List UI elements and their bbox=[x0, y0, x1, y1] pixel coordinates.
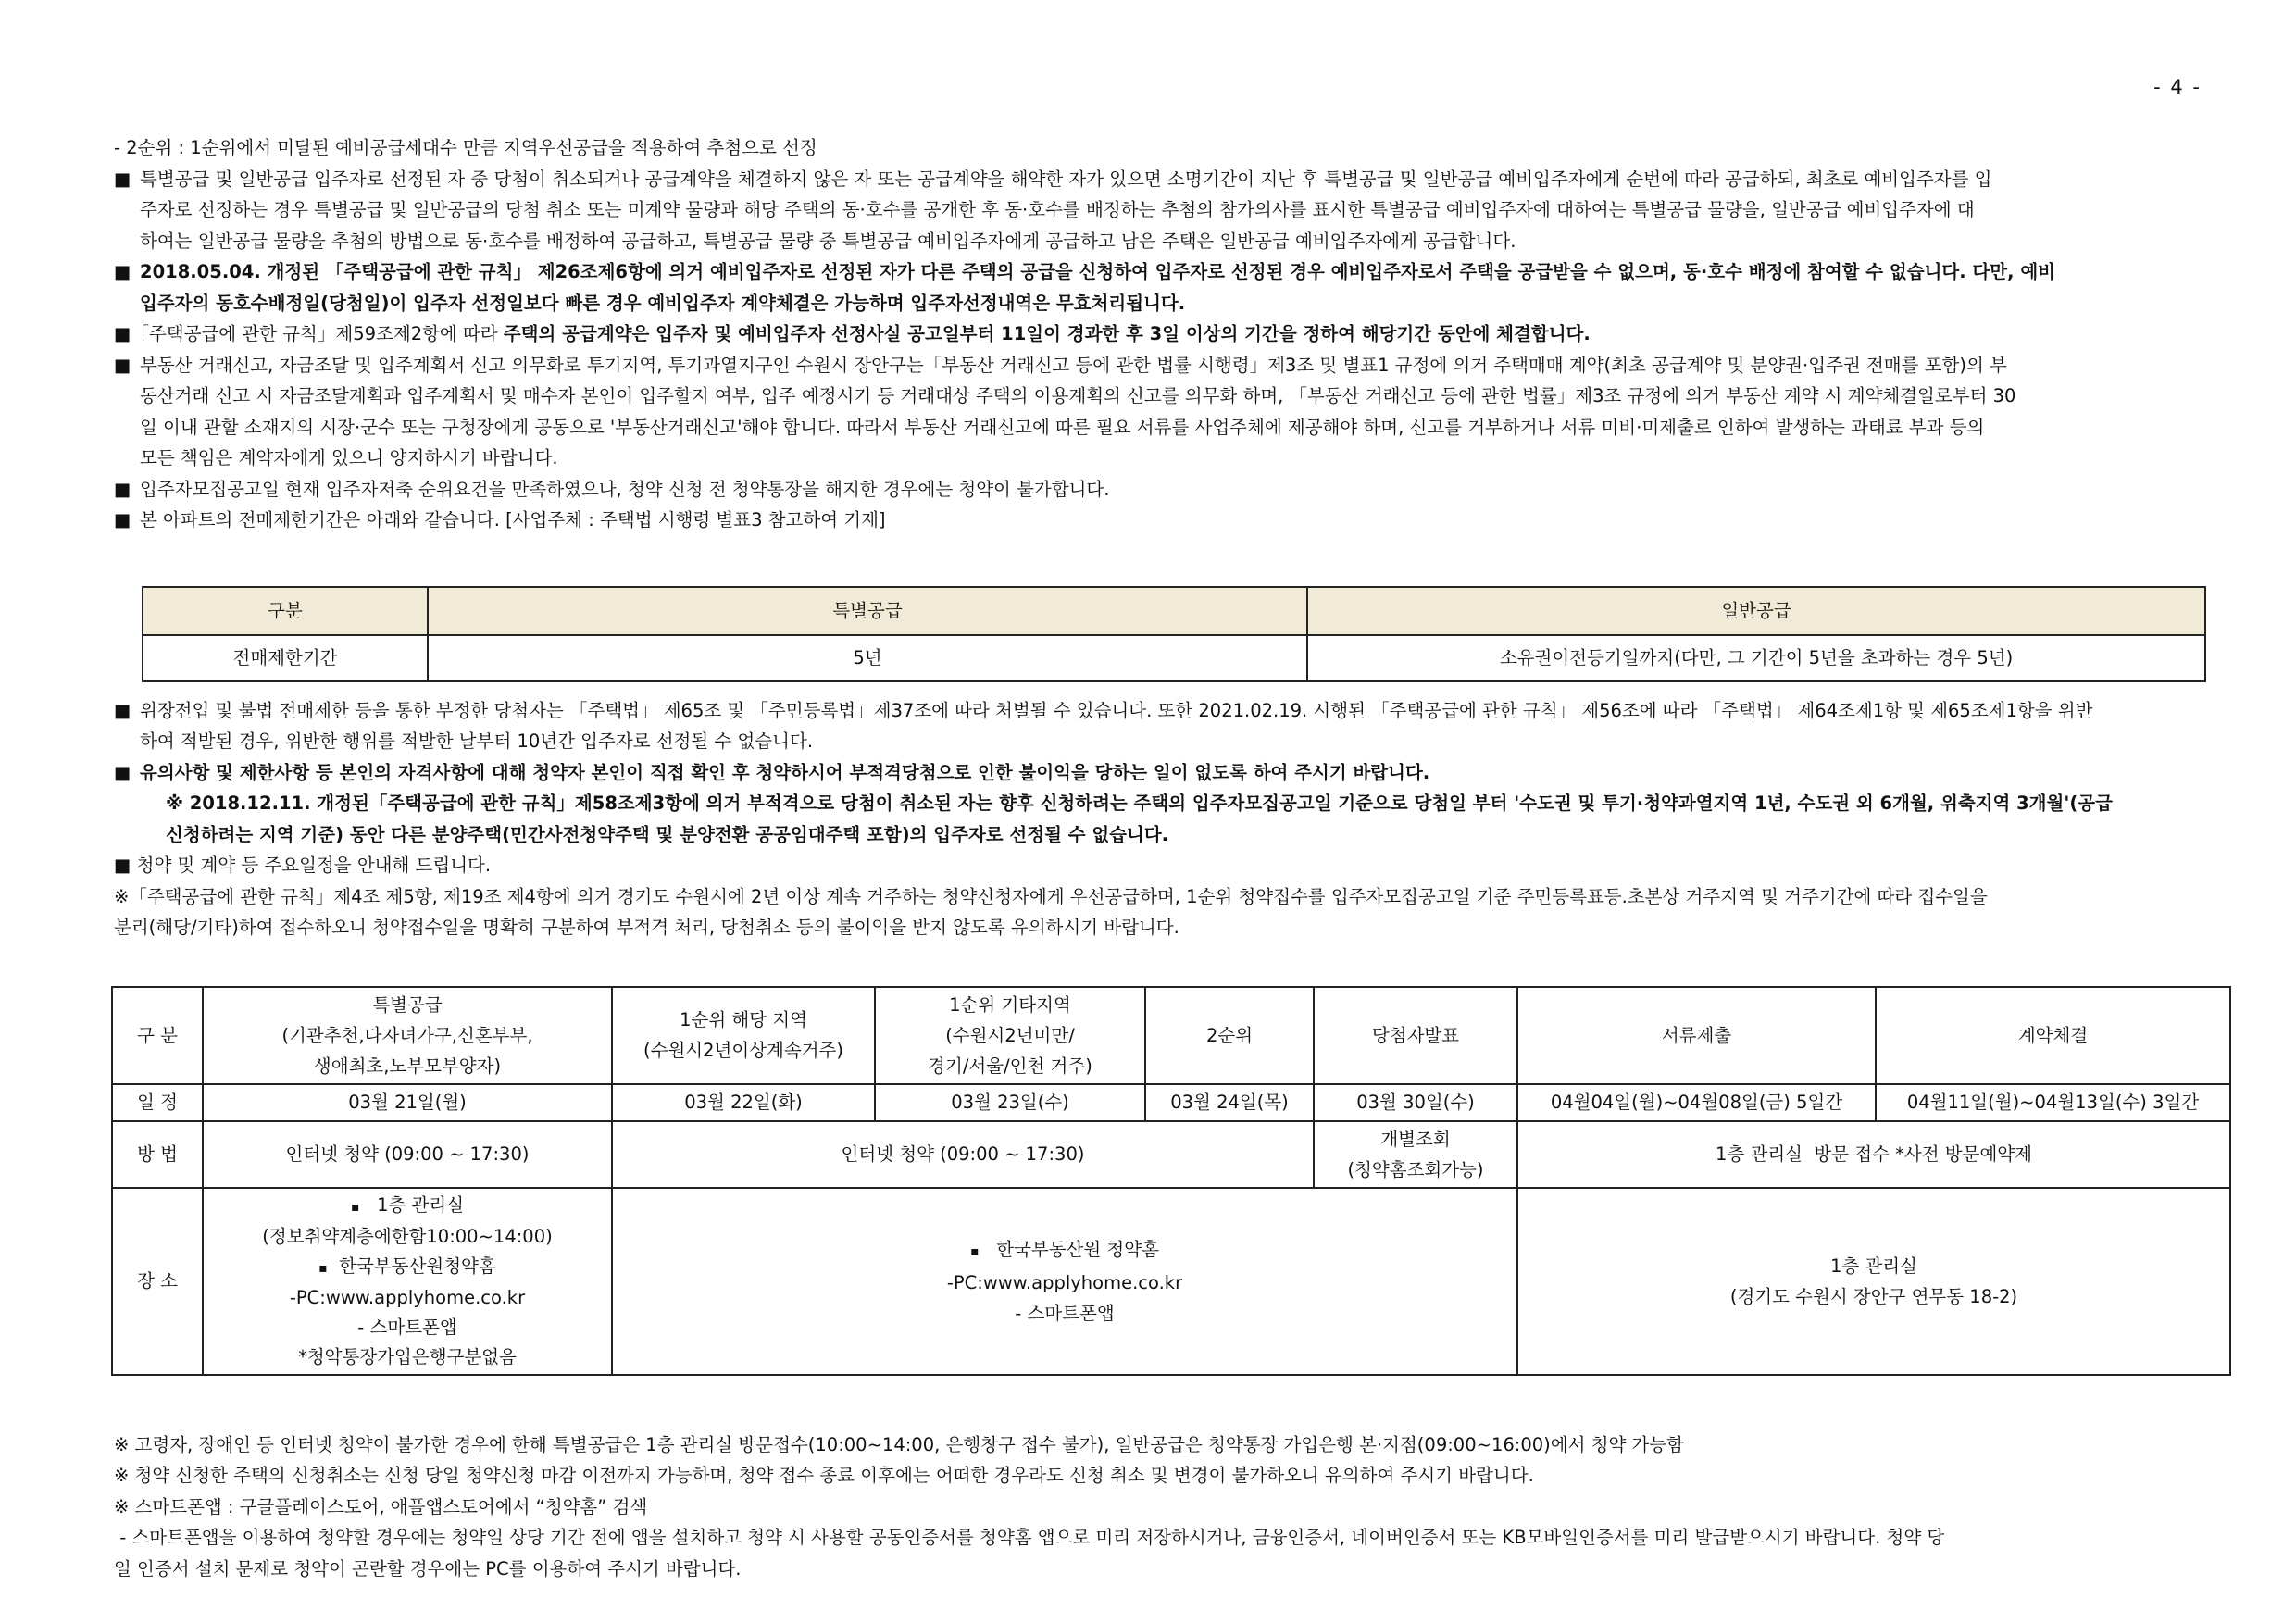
bullet-savings-requirement bbox=[114, 474, 2188, 506]
cell-line: 특별공급 bbox=[372, 993, 443, 1016]
bullet-resale-restriction bbox=[114, 505, 2188, 536]
table-cell bbox=[1314, 1121, 1517, 1188]
bullet-rule-2018-05 bbox=[114, 256, 2188, 318]
note-line: ※ 고령자, 장애인 등 인터넷 청약이 불가한 경우에 한해 특별공급은 1층 관리실 방문접수(10:00~14:00, 은행창구 접수 불가), 일반공급은 청약통장 가입은행 본·지점(09:00~16:00)에서 청약 가능함 bbox=[114, 1433, 1685, 1455]
footer-notes bbox=[114, 1429, 2188, 1585]
text-line: 일 이내 관할 소재지의 시장·군수 또는 구청장에게 공동으로 '부동산거래신고'해야 합니다. 따라서 부동산 거래신고에 따른 필요 서류를 사업주체에 제공해야 하며, 신고를 거부하거나 서류 미비·미제출로 인하여 발생하는 과태료 부과 등의 bbox=[140, 416, 1985, 438]
priority-2-line: - 2순위 : 1순위에서 미달된 예비공급세대수 만큼 지역우선공급을 적용하여 추첨으로 선정 bbox=[114, 137, 817, 158]
cell-line: -PC:www.applyhome.co.kr bbox=[289, 1286, 526, 1308]
text-line: 입주자의 동호수배정일(당첨일)이 입주자 선정일보다 빠른 경우 예비입주자 계약체결은 가능하며 입주자선정내역은 무효처리됩니다. bbox=[140, 292, 1186, 314]
bullet-square-icon: ■ bbox=[114, 855, 131, 876]
table-header-row bbox=[143, 587, 2205, 635]
table-cell bbox=[1517, 1188, 2230, 1375]
table-row bbox=[112, 1084, 2230, 1121]
table-header-cell bbox=[612, 987, 875, 1084]
bullet-reserve-supply bbox=[114, 164, 2188, 257]
table-cell: 전매제한기간 bbox=[143, 635, 428, 681]
text-line: 하여 적발된 경우, 위반한 행위를 적발한 날부터 10년간 입주자로 선정될 수 없습니다. bbox=[140, 730, 814, 752]
note-line: ※ 청약 신청한 주택의 신청취소는 신청 당일 청약신청 마감 이전까지 가능하며, 청약 접수 종료 이후에는 어떠한 경우라도 신청 취소 및 변경이 불가하오니 유의하여 주시기 바랍니다. bbox=[114, 1465, 1534, 1486]
table-cell: 인터넷 청약 (09:00 ~ 17:30) bbox=[612, 1121, 1314, 1188]
bullet-schedule-intro bbox=[114, 850, 2188, 881]
cell-line: (수원시2년미만/ bbox=[945, 1024, 1075, 1046]
note-line: - 스마트폰앱을 이용하여 청약할 경우에는 청약일 상당 기간 전에 앱을 설치하고 청약 시 사용할 공동인증서를 청약홈 앱으로 미리 저장하시거나, 금융인증서, 네이버인증서 또는 KB모바일인증서를 미리 발급받으시기 바랍니다. 청약 당 bbox=[114, 1527, 1945, 1548]
bullet-square-icon: ■ bbox=[114, 478, 131, 500]
bullet-real-estate-report bbox=[114, 350, 2188, 474]
text-line: 입주자모집공고일 현재 입주자저축 순위요건을 만족하였으나, 청약 신청 전 청약통장을 해지한 경우에는 청약이 불가합니다. bbox=[140, 478, 1110, 500]
cell-line: - 스마트폰앱 bbox=[1015, 1302, 1115, 1324]
bullet-fraud-penalty bbox=[114, 695, 2188, 757]
text-line: 하여는 일반공급 물량을 추첨의 방법으로 동·호수를 배정하여 공급하고, 특별공급 물량 중 특별공급 예비입주자에게 공급하고 남은 주택은 일반공급 예비입주자에게 공급합니다. bbox=[140, 230, 1516, 252]
table-cell: 03월 21일(월) bbox=[203, 1084, 612, 1121]
cell-line: -PC:www.applyhome.co.kr bbox=[946, 1271, 1183, 1293]
cell-text: 한국부동산원청약홈 bbox=[339, 1255, 496, 1277]
bullet-square-icon: ■ bbox=[114, 354, 131, 376]
note-ineligible-2018-12 bbox=[114, 788, 2188, 850]
text-line: 분리(해당/기타)하여 접수하오니 청약접수일을 명확히 구분하여 부적격 처리, 당첨취소 등의 불이익을 받지 않도록 유의하시기 바랍니다. bbox=[114, 917, 1179, 938]
table-row-label: 일 정 bbox=[112, 1084, 203, 1121]
cell-line: 1순위 기타지역 bbox=[949, 993, 1071, 1016]
document-body bbox=[114, 132, 2200, 1584]
table-header-cell bbox=[875, 987, 1145, 1084]
table-cell: 04월11일(월)~04월13일(수) 3일간 bbox=[1876, 1084, 2230, 1121]
cell-line: (기관추천,다자녀가구,신혼부부, bbox=[281, 1024, 533, 1046]
bullet-contract-period bbox=[114, 318, 2188, 350]
text-segment-bold: 주택의 공급계약은 입주자 및 예비입주자 선정사실 공고일부터 11일이 경과한 후 3일 이상의 기간을 정하여 해당기간 동안에 체결합니다. bbox=[503, 323, 1591, 344]
bullet-small-square-icon: ▪ bbox=[318, 1260, 328, 1276]
table-cell: 소유권이전등기일까지(다만, 그 기간이 5년을 초과하는 경우 5년) bbox=[1307, 635, 2205, 681]
text-line: ※「주택공급에 관한 규칙」제4조 제5항, 제19조 제4항에 의거 경기도 수원시에 2년 이상 계속 거주하는 청약신청자에게 우선공급하며, 1순위 청약접수를 입주자모집공고일 기준 주민등록표등.초본상 거주지역 및 거주기간에 따라 접수일을 bbox=[114, 885, 1988, 907]
table-header-cell: 서류제출 bbox=[1517, 987, 1876, 1084]
cell-line bbox=[207, 1252, 607, 1283]
cell-line: 1순위 해당 지역 bbox=[680, 1009, 807, 1030]
table-cell: 1층 관리실 방문 접수 *사전 방문예약제 bbox=[1517, 1121, 2230, 1188]
cell-line: (청약홈조회가능) bbox=[1347, 1158, 1484, 1180]
text-line: ※ 2018.12.11. 개정된「주택공급에 관한 규칙」제58조제3항에 의거 부적격으로 당첨이 취소된 자는 향후 신청하려는 주택의 입주자모집공고일 기준으로 당첨일 부터 '수도권 및 투기·청약과열지역 1년, 수도권 외 6개월, 위축지역 3개월'(공급 bbox=[166, 793, 2113, 814]
table-header-cell: 특별공급 bbox=[428, 587, 1307, 635]
cell-line: (정보취약계층에한함10:00~14:00) bbox=[262, 1225, 553, 1247]
table-header-cell: 일반공급 bbox=[1307, 587, 2205, 635]
bullet-square-icon: ■ bbox=[114, 761, 131, 783]
resale-restriction-table bbox=[142, 586, 2206, 682]
bullet-small-square-icon: ▪ bbox=[970, 1243, 980, 1259]
bullet-check-eligibility bbox=[114, 757, 2188, 789]
table-row bbox=[112, 1188, 2230, 1375]
text-line: 위장전입 및 불법 전매제한 등을 통한 부정한 당첨자는 「주택법」 제65조 및 「주민등록법」제37조에 따라 처벌될 수 있습니다. 또한 2021.02.19. 시행된 「주택공급에 관한 규칙」 제56조에 따라 「주택법」 제64조제1항 및 제65조제1항을 위반 bbox=[140, 699, 2093, 721]
table-header-row bbox=[112, 987, 2230, 1084]
table-row-label: 방 법 bbox=[112, 1121, 203, 1188]
bullet-square-icon: ■ bbox=[114, 509, 131, 531]
cell-text: 한국부동산원 청약홈 bbox=[996, 1238, 1159, 1260]
bullet-square-icon: ■ bbox=[114, 699, 131, 721]
table-row bbox=[143, 635, 2205, 681]
table-cell: 03월 23일(수) bbox=[875, 1084, 1145, 1121]
cell-line: *청약통장가입은행구분없음 bbox=[298, 1345, 517, 1367]
note-line: 일 인증서 설치 문제로 청약이 곤란할 경우에는 PC를 이용하여 주시기 바랍니다. bbox=[114, 1557, 742, 1579]
text-line: 주자로 선정하는 경우 특별공급 및 일반공급의 당첨 취소 또는 미계약 물량과 해당 주택의 동·호수를 공개한 후 동·호수를 배정하는 추첨의 참가의사를 표시한 특별공급 예비입주자에 대하여는 특별공급 물량을, 일반공급 예비입주자에 대 bbox=[140, 199, 1975, 220]
bullet-square-icon: ■ bbox=[114, 323, 131, 344]
text-line: 모든 책임은 계약자에게 있으니 양지하시기 바랍니다. bbox=[140, 447, 558, 468]
text-line: 특별공급 및 일반공급 입주자로 선정된 자 중 당첨이 취소되거나 공급계약을 체결하지 않은 자 또는 공급계약을 해약한 자가 있으면 소명기간이 지난 후 특별공급 및 일반공급 예비입주자에게 순번에 따라 공급하되, 최초로 예비입주자를 입 bbox=[140, 168, 1992, 190]
cell-line: - 스마트폰앱 bbox=[357, 1316, 457, 1338]
table-header-cell: 당첨자발표 bbox=[1314, 987, 1517, 1084]
bullet-square-icon: ■ bbox=[114, 261, 131, 282]
table-cell: 03월 30일(수) bbox=[1314, 1084, 1517, 1121]
cell-line: 경기/서울/인천 거주) bbox=[928, 1055, 1092, 1077]
table-cell: 03월 24일(목) bbox=[1145, 1084, 1314, 1121]
table-cell bbox=[612, 1188, 1517, 1375]
table-cell: 03월 22일(화) bbox=[612, 1084, 875, 1121]
text-line: 2018.05.04. 개정된 「주택공급에 관한 규칙」 제26조제6항에 의거 예비입주자로 선정된 자가 다른 주택의 공급을 신청하여 입주자로 선정된 경우 예비입주자로서 주택을 공급받을 수 없으며, 동·호수 배정에 참여할 수 없습니다. 다만, 예비 bbox=[140, 261, 2056, 282]
bullet-square-icon: ■ bbox=[114, 168, 131, 190]
schedule-table bbox=[111, 986, 2231, 1376]
bullet-small-square-icon: ▪ bbox=[350, 1199, 360, 1215]
note-line: ※ 스마트폰앱 : 구글플레이스토어, 애플앱스토어에서 “청약홈” 검색 bbox=[114, 1495, 648, 1517]
table-row-label: 구 분 bbox=[112, 987, 203, 1084]
table-header-cell: 구분 bbox=[143, 587, 428, 635]
cell-text: 1층 관리실 bbox=[377, 1193, 465, 1216]
text-line: 부동산 거래신고, 자금조달 및 입주계획서 신고 의무화로 투기지역, 투기과열지구인 수원시 장안구는「부동산 거래신고 등에 관한 법률 시행령」제3조 및 별표1 규정에 의거 주택매매 계약(최초 공급계약 및 분양권·입주권 전매를 포함)의 부 bbox=[140, 354, 2007, 376]
table-header-cell: 계약체결 bbox=[1876, 987, 2230, 1084]
table-cell bbox=[203, 1188, 612, 1375]
cell-line: (수원시2년이상계속거주) bbox=[643, 1040, 843, 1061]
table-cell: 5년 bbox=[428, 635, 1307, 681]
cell-line bbox=[207, 1191, 607, 1222]
table-cell: 04월04일(월)~04월08일(금) 5일간 bbox=[1517, 1084, 1876, 1121]
text-line: 신청하려는 지역 기준) 동안 다른 분양주택(민간사전청약주택 및 분양전환 공공임대주택 포함)의 입주자로 선정될 수 없습니다. bbox=[166, 823, 1169, 845]
table-header-cell: 2순위 bbox=[1145, 987, 1314, 1084]
page-number: - 4 - bbox=[2153, 76, 2202, 98]
table-cell: 인터넷 청약 (09:00 ~ 17:30) bbox=[203, 1121, 612, 1188]
cell-line: 1층 관리실 bbox=[1830, 1255, 1917, 1277]
text-line: 본 아파트의 전매제한기간은 아래와 같습니다. [사업주체 : 주택법 시행령 별표3 참고하여 기재] bbox=[140, 509, 886, 531]
text-segment: 「주택공급에 관한 규칙」제59조제2항에 따라 bbox=[131, 323, 504, 344]
table-header-cell bbox=[203, 987, 612, 1084]
cell-line: (경기도 수원시 장안구 연무동 18-2) bbox=[1729, 1285, 2018, 1307]
table-row-label: 장 소 bbox=[112, 1188, 203, 1375]
table-row bbox=[112, 1121, 2230, 1188]
text-line: 유의사항 및 제한사항 등 본인의 자격사항에 대해 청약자 본인이 직접 확인 후 청약하시어 부적격당첨으로 인한 불이익을 당하는 일이 없도록 하여 주시기 바랍니다. bbox=[140, 761, 1430, 783]
text-line: 동산거래 신고 시 자금조달계획과 입주계획서 및 매수자 본인이 입주할지 여부, 입주 예정시기 등 거래대상 주택의 이용계획의 신고를 의무화 하며, 「부동산 거래신고 등에 관한 법률」제3조 규정에 의거 부동산 계약 시 계약체결일로부터 30 bbox=[140, 385, 2016, 406]
text-segment: 청약 및 계약 등 주요일정을 안내해 드립니다. bbox=[136, 855, 492, 876]
cell-line: 개별조회 bbox=[1380, 1128, 1451, 1150]
cell-line: 생애최초,노부모부양자) bbox=[313, 1055, 502, 1077]
cell-line bbox=[617, 1234, 1513, 1267]
